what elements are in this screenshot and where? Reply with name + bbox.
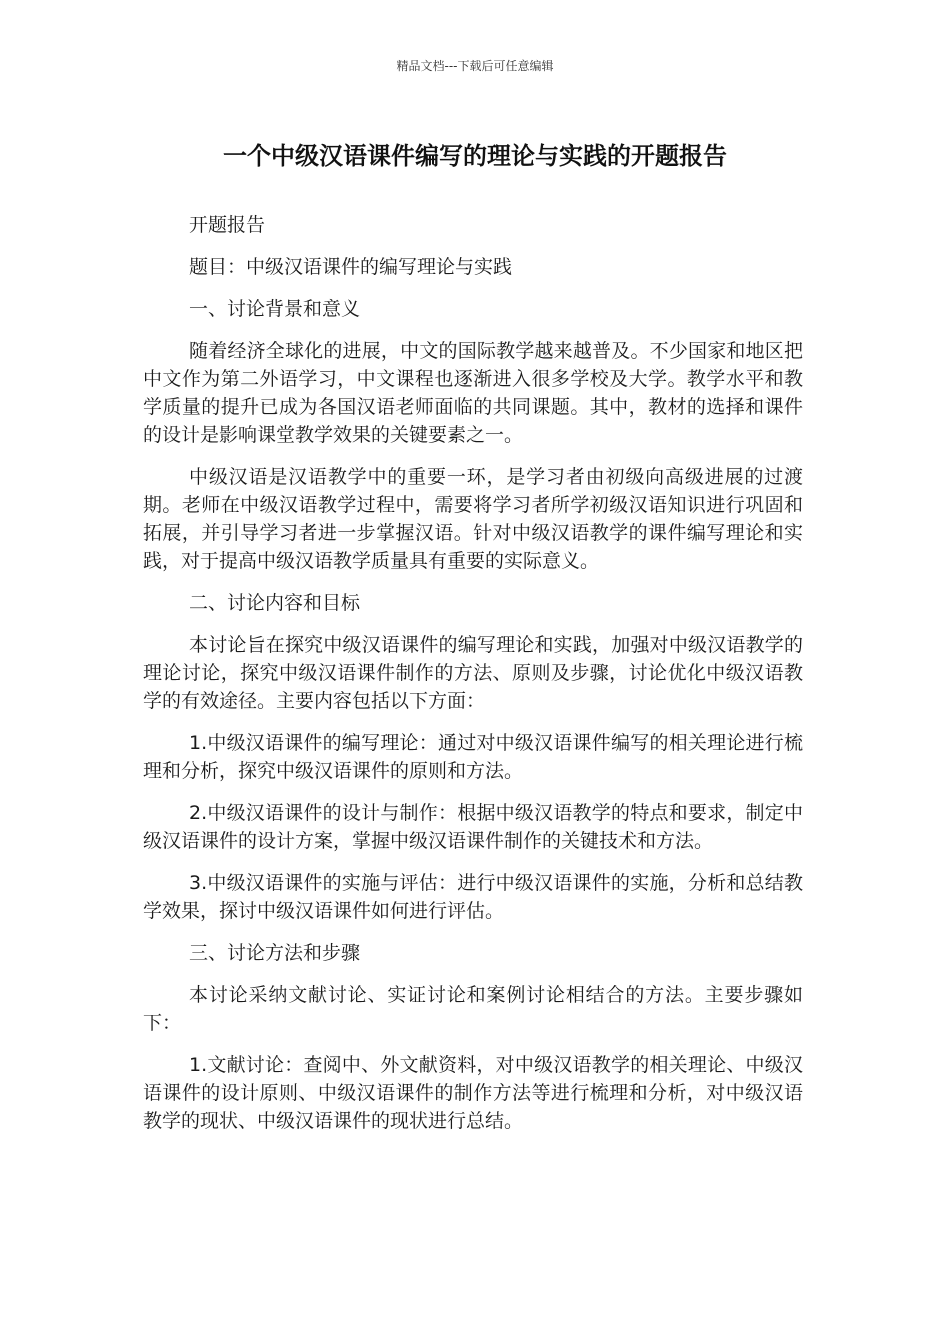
- header-note: 精品文档---下载后可任意编辑: [396, 59, 554, 73]
- list-item: 3.中级汉语课件的实施与评估：进行中级汉语课件的实施，分析和总结教学效果，探讨中级汉语课件如何进行评估。: [143, 872, 803, 922]
- paragraph: 随着经济全球化的进展，中文的国际教学越来越普及。不少国家和地区把中文作为第二外语学习，中文课程也逐渐进入很多学校及大学。教学水平和教学质量的提升已成为各国汉语老师面临的共同课题。其中，教材的选择和课件的设计是影响课堂教学效果的关键要素之一。: [143, 340, 803, 446]
- paragraph-report-label: 开题报告: [189, 214, 266, 236]
- section-heading-background: 一、讨论背景和意义: [189, 298, 361, 320]
- section-heading-content: 二、讨论内容和目标: [189, 592, 361, 614]
- paragraph-topic: 题目：中级汉语课件的编写理论与实践: [189, 256, 513, 278]
- paragraph: 本讨论采纳文献讨论、实证讨论和案例讨论相结合的方法。主要步骤如下：: [143, 984, 803, 1034]
- list-item: 2.中级汉语课件的设计与制作：根据中级汉语教学的特点和要求，制定中级汉语课件的设计方案，掌握中级汉语课件制作的关键技术和方法。: [143, 802, 803, 852]
- paragraph: 中级汉语是汉语教学中的重要一环，是学习者由初级向高级进展的过渡期。老师在中级汉语教学过程中，需要将学习者所学初级汉语知识进行巩固和拓展，并引导学习者进一步掌握汉语。针对中级汉语教学的课件编写理论和实践，对于提高中级汉语教学质量具有重要的实际意义。: [143, 466, 803, 572]
- paragraph: 本讨论旨在探究中级汉语课件的编写理论和实践，加强对中级汉语教学的理论讨论，探究中级汉语课件制作的方法、原则及步骤，讨论优化中级汉语教学的有效途径。主要内容包括以下方面：: [143, 634, 803, 712]
- list-item: 1.文献讨论：查阅中、外文献资料，对中级汉语教学的相关理论、中级汉语课件的设计原则、中级汉语课件的制作方法等进行梳理和分析，对中级汉语教学的现状、中级汉语课件的现状进行总结。: [143, 1054, 803, 1132]
- section-heading-methods: 三、讨论方法和步骤: [189, 942, 361, 964]
- list-item: 1.中级汉语课件的编写理论：通过对中级汉语课件编写的相关理论进行梳理和分析，探究中级汉语课件的原则和方法。: [143, 732, 803, 782]
- document-body: [143, 211, 803, 1149]
- document-title: 一个中级汉语课件编写的理论与实践的开题报告: [223, 142, 727, 170]
